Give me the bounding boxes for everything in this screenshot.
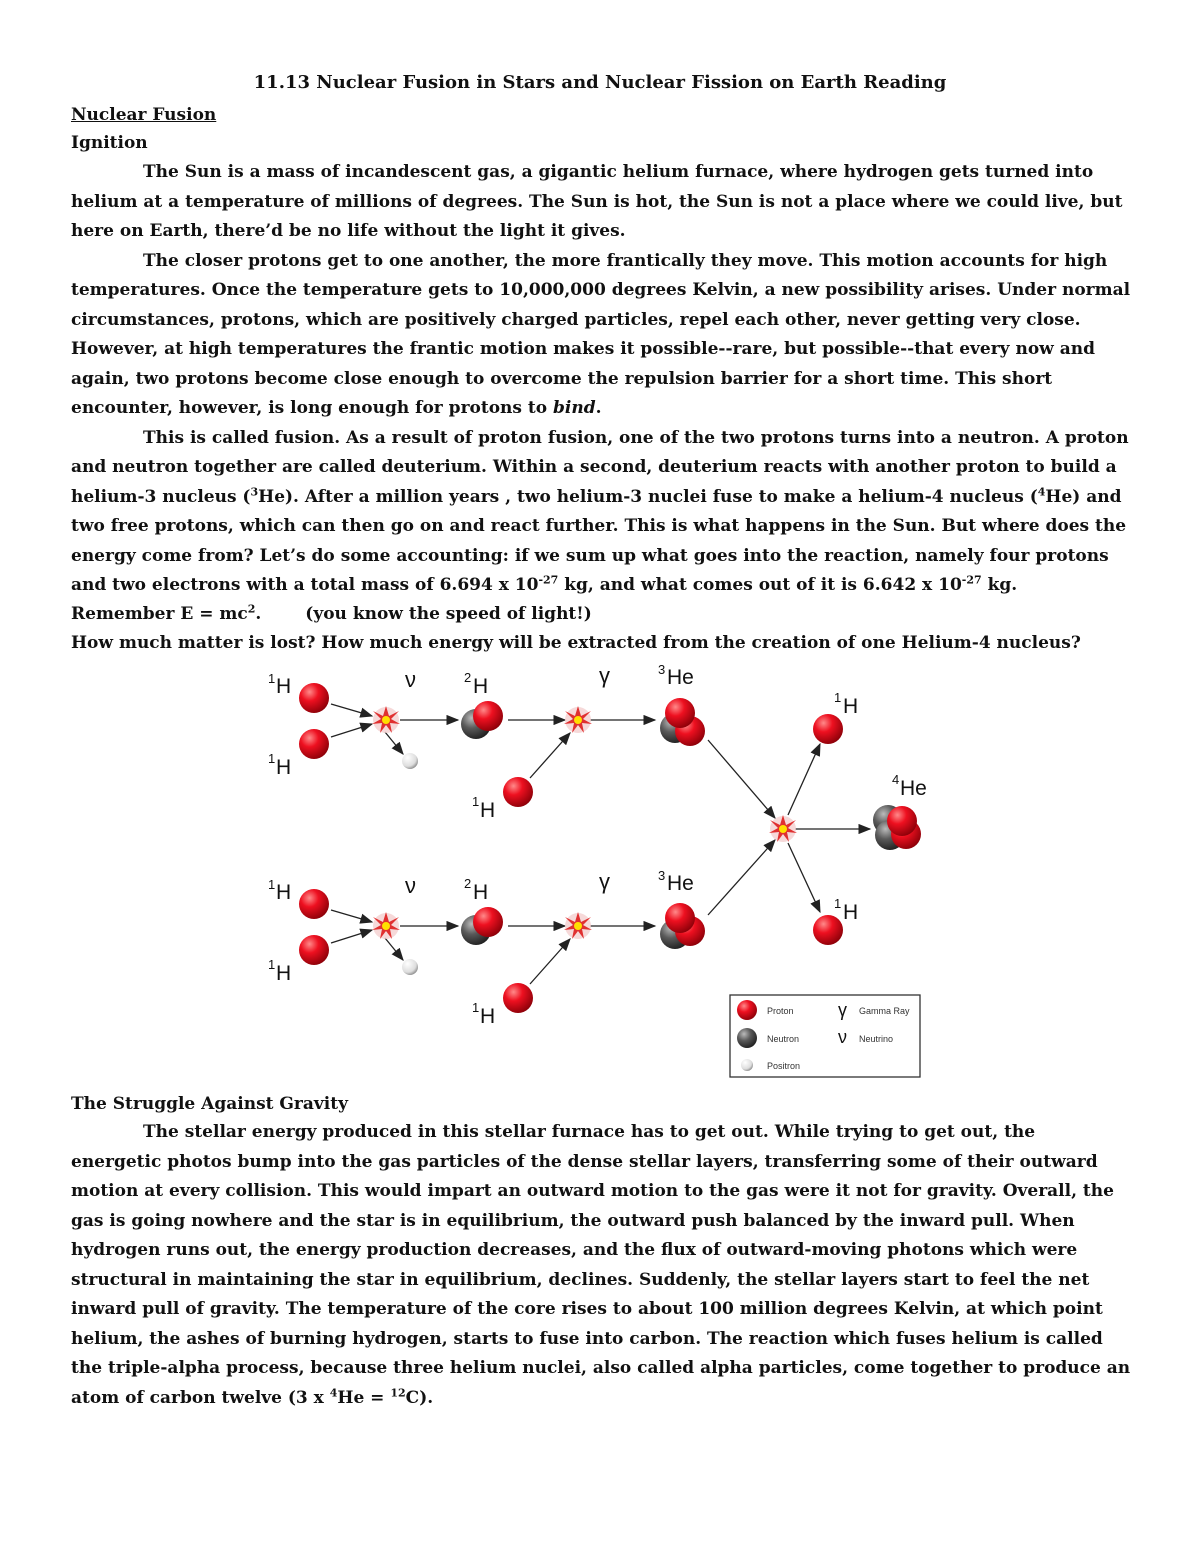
label-sup: 1: [834, 896, 842, 911]
label-h: H: [480, 1005, 496, 1028]
proton: [473, 701, 503, 731]
label-sup: 1: [268, 957, 276, 972]
sup-exp-1: -27: [538, 573, 559, 587]
question-line: How much matter is lost? How much energy will be extracted from the creation of one Helium-4 nucleus?: [71, 633, 1081, 653]
gravity-text-b: He =: [337, 1387, 391, 1408]
fusion-text-d: kg, and what comes out of it is 6.642 x 10: [558, 575, 962, 595]
proton: [813, 714, 843, 744]
equation-text: Remember E = mc: [71, 604, 248, 624]
fusion-flash-icon: [564, 912, 592, 939]
label-sup: 1: [472, 1000, 480, 1015]
gravity-text-c: C).: [405, 1387, 434, 1408]
paragraph-protons-text: The closer protons get to one another, the more frantically they move. This motion accounts for high temperatures. Once the temperature gets to 10,000,000 degrees Kelvin, a new possibility arises. Under normal circumstances, protons, which are positively charged particles, repel each other, never getting very close. However, at high temperatures the frantic motion makes it possible--rare, but possible--that every now and again, two protons become close enough to overcome the repulsion barrier for a short time. This short encounter, however, is long enough for protons to: [71, 250, 1131, 418]
document-title: 11.13 Nuclear Fusion in Stars and Nuclear Fission on Earth Reading: [253, 72, 947, 93]
fusion-flash-icon: [564, 706, 592, 733]
fusion-flash-icon: [372, 706, 400, 733]
label-he: He: [667, 666, 694, 689]
label-h: H: [473, 675, 489, 698]
label-sup: 4: [892, 772, 900, 787]
section-heading-nuclear-fusion: Nuclear Fusion: [71, 105, 217, 125]
subheading-ignition: Ignition: [71, 133, 148, 153]
fusion-text-c: He) and two free protons, which can then go on and react further. This is what happens in the Sun. But where does the energy come from? Let’s do some accounting: if we sum up what goes into the reaction, namely four protons and two electrons with a total mass of 6.694 x 10: [71, 486, 1127, 595]
paragraph-protons-end: .: [595, 398, 602, 418]
legend-neutron-label: Neutron: [767, 1034, 800, 1044]
positron: [402, 959, 418, 975]
label-he: He: [667, 872, 694, 895]
gravity-text-a: The stellar energy produced in this stellar furnace has to get out. While trying to get out, the energetic photos bump into the gas particles of the dense stellar layers, transferring some of their outward motion at every collision. This would impart an outward motion to the gas were it not for gravity. Overall, the gas is going nowhere and the star is in equilibrium, the outward push balanced by the inward pull. When hydrogen runs out, the energy production decreases, and the flux of outward-moving photons which were structural in maintaining the star in equilibrium, declines. Suddenly, the stellar layers start to feel the net inward pull of gravity. The temperature of the core rises to about 100 million degrees Kelvin, at which point helium, the ashes of burning hydrogen, starts to fuse into carbon. The reaction which fuses helium is called the triple-alpha process, because three helium nuclei, also called alpha particles, come together to produce an atom of carbon twelve (3 x: [71, 1122, 1131, 1408]
proton: [503, 777, 533, 807]
proton: [503, 983, 533, 1013]
label-h: H: [276, 675, 292, 698]
sup-4-he: 4: [329, 1385, 338, 1399]
proton: [299, 683, 329, 713]
proton: [299, 729, 329, 759]
label-h: H: [473, 881, 489, 904]
equation-note: (you know the speed of light!): [305, 604, 592, 624]
equation-period: .: [255, 604, 262, 624]
gamma-label: γ: [599, 663, 610, 688]
legend-positron-label: Positron: [767, 1061, 801, 1071]
proton: [887, 806, 917, 836]
label-he: He: [900, 777, 927, 800]
paragraph-sun: The Sun is a mass of incandescent gas, a gigantic helium furnace, where hydrogen gets turned into helium at a temperature of millions of degrees. The Sun is hot, the Sun is not a place where we could live, but here on Earth, there’d be no life without the light it gives.: [71, 162, 1123, 241]
gravity-body: [71, 1118, 1131, 1413]
proton: [299, 935, 329, 965]
label-sup: 3: [658, 662, 666, 677]
label-h: H: [843, 901, 859, 924]
paragraph-gravity: [71, 1118, 1131, 1413]
proton: [299, 889, 329, 919]
heading-struggle-against-gravity: The Struggle Against Gravity: [71, 1094, 348, 1114]
legend-neutrino-symbol: ν: [838, 1027, 847, 1047]
label-sup: 1: [472, 794, 480, 809]
legend-positron-swatch: [741, 1059, 753, 1071]
label-h: H: [480, 799, 496, 822]
fusion-text-a: This is called fusion. As a result of proton fusion, one of the two protons turns into a neutron. A proton and neutron together are called deuterium. Within a second, deuterium reacts with another proton to build a helium-3 nucleus (: [71, 427, 1129, 507]
proton: [813, 915, 843, 945]
label-h: H: [843, 695, 859, 718]
legend-neutron-swatch: [737, 1028, 757, 1048]
sup-12: 12: [390, 1385, 406, 1399]
fusion-flash-icon: [769, 815, 797, 842]
proton: [665, 698, 695, 728]
legend-neutrino-label: Neutrino: [859, 1034, 894, 1044]
sup-exp-2: -27: [961, 573, 982, 587]
gamma-label: γ: [599, 869, 610, 894]
fusion-flash-icon: [372, 912, 400, 939]
label-sup: 1: [268, 751, 276, 766]
legend-gamma-symbol: γ: [838, 1000, 847, 1020]
label-h: H: [276, 756, 292, 779]
sup-4: 4: [1037, 484, 1046, 498]
label-h: H: [276, 881, 292, 904]
legend-gamma-label: Gamma Ray: [859, 1006, 910, 1016]
neutrino-label: ν: [405, 873, 416, 898]
label-h: H: [276, 962, 292, 985]
equation-sup: 2: [247, 602, 256, 616]
proton: [473, 907, 503, 937]
label-sup: 2: [464, 670, 472, 685]
label-sup: 1: [834, 690, 842, 705]
positron: [402, 753, 418, 769]
reaction-arrows: [331, 704, 870, 984]
fusion-text-e: kg.: [981, 575, 1018, 595]
fusion-text-b: He). After a million years , two helium-3 nuclei fuse to make a helium-4 nucleus (: [258, 486, 1038, 507]
label-sup: 3: [658, 868, 666, 883]
diagram-legend: [730, 995, 920, 1077]
legend-proton-label: Proton: [767, 1006, 794, 1016]
neutrino-label: ν: [405, 667, 416, 692]
label-sup: 1: [268, 877, 276, 892]
sup-3: 3: [250, 484, 259, 498]
legend-proton-swatch: [737, 1000, 757, 1020]
label-sup: 2: [464, 876, 472, 891]
bind-word: bind: [553, 398, 596, 418]
label-sup: 1: [268, 671, 276, 686]
proton: [665, 903, 695, 933]
